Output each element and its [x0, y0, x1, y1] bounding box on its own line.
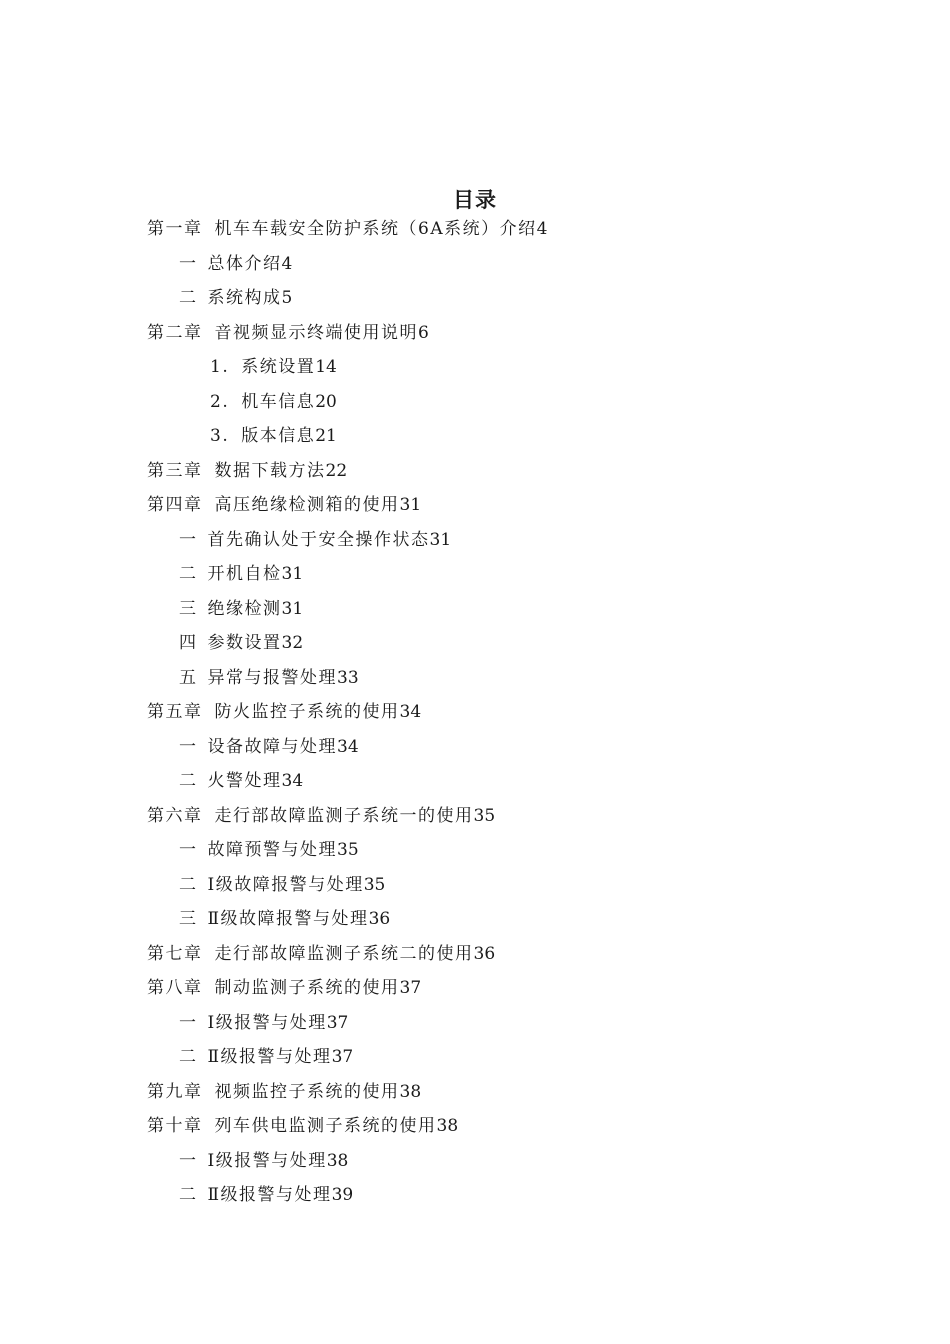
toc-entry-page-number: 6 [418, 322, 429, 343]
toc-entry[interactable] [0, 523, 950, 558]
toc-entry[interactable] [0, 833, 950, 868]
toc-entry-title: 制动监测子系统的使用 [214, 978, 400, 998]
toc-entry-number: 五 [179, 667, 198, 688]
toc-entry-page-number: 34 [399, 702, 422, 722]
toc-entry-page-number: 37 [399, 978, 422, 998]
toc-entry-number: 二 [179, 874, 198, 895]
toc-entry-number: 二 [179, 288, 198, 308]
toc-entry[interactable] [0, 971, 950, 1006]
toc-entry[interactable] [0, 937, 950, 972]
toc-entry-number: 1. [210, 357, 230, 377]
toc-entry-title: 系统构成 [207, 288, 282, 308]
toc-entry-number: 第三章 [147, 460, 203, 481]
toc-entry-page-number: 32 [281, 633, 304, 653]
toc-entry-title: 防火监控子系统的使用 [214, 702, 400, 722]
toc-entry-page-number: 37 [331, 1047, 354, 1067]
toc-entry-number: 一 [179, 253, 198, 274]
toc-entry-page-number: 35 [337, 840, 359, 860]
toc-entry-title: 视频监控子系统的使用 [214, 1081, 400, 1102]
toc-entry[interactable] [0, 730, 950, 765]
toc-entry-page-number: 39 [331, 1185, 354, 1205]
toc-entry[interactable] [0, 799, 950, 834]
toc-entry-title: 走行部故障监测子系统一的使用 [214, 805, 474, 826]
toc-entry-page-number: 14 [315, 357, 337, 377]
toc-entry[interactable] [0, 316, 950, 351]
toc-entry-page-number: 31 [429, 529, 452, 550]
toc-entry-page-number: 34 [337, 736, 359, 757]
toc-entry-title: 首先确认处于安全操作状态 [207, 529, 430, 550]
toc-entry-number: 一 [179, 529, 198, 550]
toc-entry-number: 二 [179, 1047, 198, 1067]
toc-entry-page-number: 36 [368, 909, 391, 929]
toc-entry-number: 四 [179, 633, 198, 653]
toc-entry-title: Ⅱ级故障报警与处理 [207, 909, 369, 929]
toc-entry-page-number: 33 [337, 667, 359, 688]
toc-entry[interactable] [0, 1040, 950, 1075]
toc-entry-title: 走行部故障监测子系统二的使用 [214, 943, 474, 964]
toc-entry-title: 音视频显示终端使用说明 [214, 322, 418, 343]
toc-entry[interactable] [0, 488, 950, 523]
toc-entry-title: 列车供电监测子系统的使用 [214, 1116, 437, 1136]
toc-entry-number: 二 [179, 564, 198, 584]
toc-entry[interactable] [0, 1075, 950, 1110]
toc-entry[interactable] [0, 1006, 950, 1041]
toc-entry-number: 三 [179, 598, 198, 619]
toc-entry-number: 二 [179, 1185, 198, 1205]
toc-entry-page-number: 4 [281, 253, 293, 274]
toc-entry-page-number: 35 [363, 874, 386, 895]
toc-entry-number: 第九章 [147, 1081, 203, 1102]
toc-entry-number: 第四章 [147, 495, 203, 515]
toc-entry-title: 开机自检 [207, 564, 282, 584]
toc-entry-page-number: 31 [281, 564, 304, 584]
toc-entry-title: 异常与报警处理 [207, 667, 337, 688]
toc-entry-number: 3. [210, 426, 230, 446]
toc-entry-title: 绝缘检测 [207, 598, 282, 619]
toc-entry-page-number: 31 [399, 495, 422, 515]
toc-entry-title: 参数设置 [207, 633, 282, 653]
toc-entry-number: 第一章 [147, 219, 203, 239]
toc-entry-number: 二 [179, 771, 198, 791]
toc-entry-number: 三 [179, 909, 198, 929]
toc-entry-title: Ⅱ级报警与处理 [207, 1185, 332, 1205]
toc-entry-title: 设备故障与处理 [207, 736, 337, 757]
toc-entry-number: 一 [179, 736, 198, 757]
toc-entry-title: 版本信息 [241, 426, 316, 446]
toc-entry[interactable] [0, 695, 950, 730]
toc-entry-page-number: 22 [325, 460, 348, 481]
toc-entry[interactable] [0, 212, 950, 247]
toc-entry-title: 机车车载安全防护系统（6A系统）介绍 [214, 219, 537, 239]
toc-entry-page-number: 38 [436, 1116, 459, 1136]
toc-entry-page-number: 35 [473, 805, 496, 826]
toc-entry[interactable] [0, 557, 950, 592]
toc-entry-title: 高压绝缘检测箱的使用 [214, 495, 400, 515]
toc-entry-page-number: 36 [473, 943, 496, 964]
toc-entry[interactable] [0, 350, 950, 385]
toc-entry-page-number: 20 [315, 391, 337, 412]
toc-entry[interactable] [0, 626, 950, 661]
toc-entry-number: 第十章 [147, 1116, 203, 1136]
toc-entry-title: 故障预警与处理 [207, 840, 337, 860]
toc-entry-number: 第六章 [147, 805, 203, 826]
toc-entry[interactable] [0, 661, 950, 696]
toc-entry-page-number: 38 [399, 1081, 422, 1102]
toc-entry[interactable] [0, 281, 950, 316]
toc-entry-title: 总体介绍 [207, 253, 282, 274]
toc-entry-page-number: 34 [281, 771, 304, 791]
toc-entry[interactable] [0, 247, 950, 282]
toc-entry-title: Ⅰ级报警与处理 [207, 1012, 327, 1033]
toc-entry-title: 系统设置 [241, 357, 316, 377]
toc-entry-number: 一 [179, 840, 198, 860]
toc-list [0, 212, 950, 1213]
toc-entry[interactable] [0, 592, 950, 627]
toc-entry-page-number: 4 [536, 219, 548, 239]
toc-entry[interactable] [0, 1178, 950, 1213]
toc-title: 目录 [453, 187, 497, 212]
toc-entry-number: 第八章 [147, 978, 203, 998]
toc-entry-page-number: 37 [326, 1012, 349, 1033]
toc-entry[interactable] [0, 764, 950, 799]
toc-entry-number: 2. [210, 391, 230, 412]
toc-entry-number: 第二章 [147, 322, 203, 343]
toc-entry[interactable] [0, 419, 950, 454]
toc-entry-page-number: 31 [281, 598, 304, 619]
toc-entry[interactable] [0, 454, 950, 489]
toc-entry-page-number: 38 [326, 1150, 349, 1171]
toc-entry-page-number: 5 [281, 288, 293, 308]
toc-entry[interactable] [0, 902, 950, 937]
toc-entry-title: Ⅱ级报警与处理 [207, 1047, 332, 1067]
toc-entry[interactable] [0, 385, 950, 420]
toc-entry[interactable] [0, 1144, 950, 1179]
toc-entry-number: 一 [179, 1150, 198, 1171]
toc-entry-title: 数据下载方法 [214, 460, 326, 481]
toc-entry-number: 第七章 [147, 943, 203, 964]
toc-entry[interactable] [0, 868, 950, 903]
toc-entry[interactable] [0, 1109, 950, 1144]
toc-entry-page-number: 21 [315, 426, 337, 446]
toc-entry-title: 火警处理 [207, 771, 282, 791]
toc-entry-title: 机车信息 [241, 391, 316, 412]
toc-entry-number: 一 [179, 1012, 198, 1033]
toc-entry-title: Ⅰ级报警与处理 [207, 1150, 327, 1171]
toc-entry-title: Ⅰ级故障报警与处理 [207, 874, 364, 895]
toc-entry-number: 第五章 [147, 702, 203, 722]
